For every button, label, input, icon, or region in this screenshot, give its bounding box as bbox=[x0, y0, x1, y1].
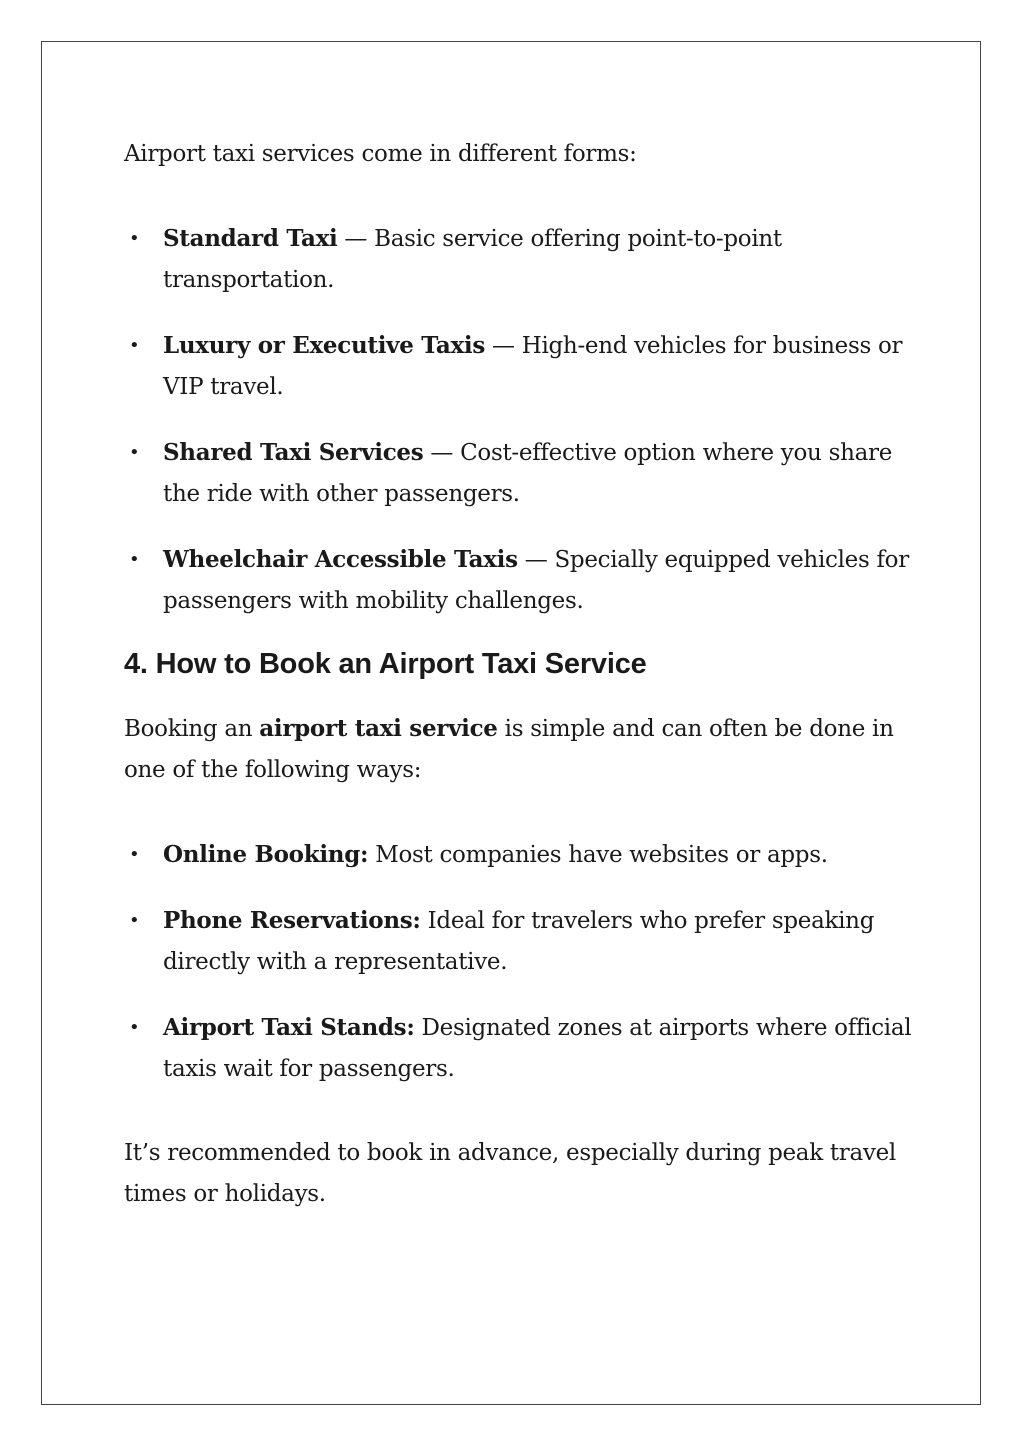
list-item bbox=[124, 834, 914, 876]
list-item bbox=[124, 900, 914, 983]
list-item bbox=[124, 432, 914, 515]
item-title: Shared Taxi Services bbox=[163, 439, 424, 466]
list-item bbox=[124, 325, 914, 408]
booking-keyword: airport taxi service bbox=[259, 715, 498, 742]
item-title: Wheelchair Accessible Taxis bbox=[163, 546, 518, 573]
intro-paragraph: Airport taxi services come in different forms: bbox=[124, 141, 637, 167]
list-item bbox=[124, 218, 914, 301]
item-title: Standard Taxi bbox=[163, 225, 338, 252]
item-description: Most companies have websites or apps. bbox=[368, 842, 828, 868]
bullet-icon: • bbox=[129, 844, 140, 865]
bullet-icon: • bbox=[129, 228, 140, 249]
bullet-icon: • bbox=[129, 1017, 140, 1038]
item-title: Airport Taxi Stands: bbox=[163, 1014, 415, 1041]
list-item bbox=[124, 539, 914, 622]
page-content bbox=[124, 134, 914, 1215]
bullet-icon: • bbox=[129, 335, 140, 356]
booking-text-start: Booking an bbox=[124, 716, 260, 742]
item-title: Luxury or Executive Taxis bbox=[163, 332, 485, 359]
taxi-types-list bbox=[124, 218, 914, 622]
bullet-icon: • bbox=[129, 549, 140, 570]
list-item bbox=[124, 1007, 914, 1090]
item-description: Ideal for travelers who prefer speaking directly with a representative. bbox=[163, 908, 875, 975]
section-heading: 4. How to Book an Airport Taxi Service bbox=[124, 648, 647, 680]
item-description: — High-end vehicles for business or VIP travel. bbox=[163, 333, 903, 400]
item-description: — Basic service offering point-to-point transportation. bbox=[163, 226, 782, 293]
item-description: Designated zones at airports where official taxis wait for passengers. bbox=[163, 1015, 912, 1082]
bullet-icon: • bbox=[129, 910, 140, 931]
item-title: Online Booking: bbox=[163, 841, 369, 868]
closing-paragraph: It’s recommended to book in advance, especially during peak travel times or holidays. bbox=[124, 1140, 896, 1207]
item-title: Phone Reservations: bbox=[163, 907, 421, 934]
booking-paragraph bbox=[124, 708, 914, 791]
item-description: — Cost-effective option where you share the ride with other passengers. bbox=[163, 440, 893, 507]
booking-methods-list bbox=[124, 834, 914, 1090]
bullet-icon: • bbox=[129, 442, 140, 463]
item-description: — Specially equipped vehicles for passengers with mobility challenges. bbox=[163, 547, 909, 614]
document-page bbox=[41, 41, 981, 1405]
booking-text-end: is simple and can often be done in one of the following ways: bbox=[124, 716, 894, 783]
